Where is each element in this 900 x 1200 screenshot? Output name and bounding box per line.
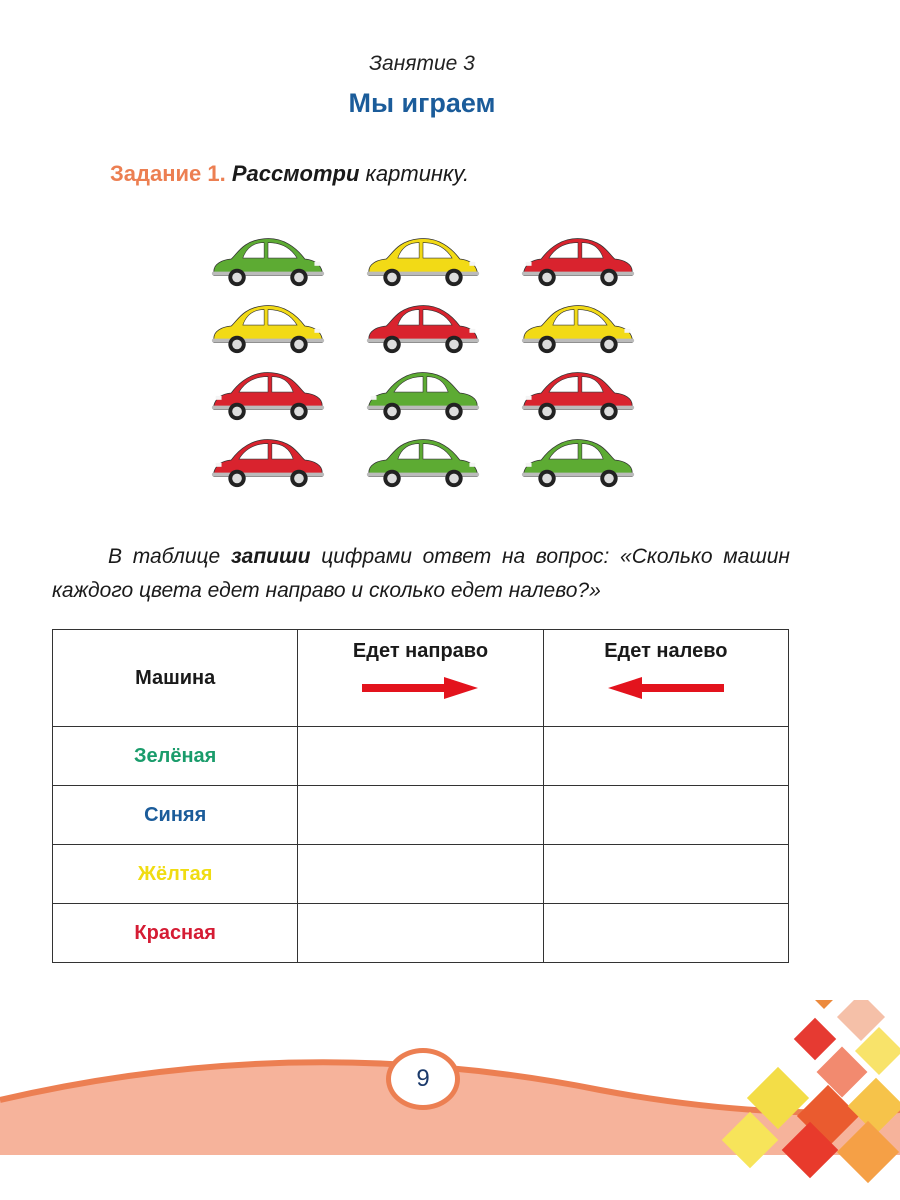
answer-cell-left[interactable] xyxy=(543,727,788,786)
car-cell xyxy=(345,232,500,299)
answer-table xyxy=(52,629,789,963)
table-header-row xyxy=(53,630,789,727)
page-title: Мы играем xyxy=(348,88,496,118)
answer-cell-right[interactable] xyxy=(298,727,543,786)
table-row xyxy=(53,845,789,904)
row-label-blue: Синяя xyxy=(53,786,298,845)
diamond-pattern xyxy=(722,1000,900,1183)
car-green-right-icon xyxy=(363,433,483,489)
header-left xyxy=(543,630,788,727)
car-yellow-right-icon xyxy=(518,299,638,355)
table-row xyxy=(53,727,789,786)
car-red-left-icon xyxy=(208,366,328,422)
answer-cell-right[interactable] xyxy=(298,904,543,963)
car-red-left-icon xyxy=(518,366,638,422)
car-cell xyxy=(345,299,500,366)
answer-cell-left[interactable] xyxy=(543,845,788,904)
car-cell xyxy=(501,433,656,500)
page-number: 9 xyxy=(386,1048,460,1110)
car-green-left-icon xyxy=(363,366,483,422)
header-car: Машина xyxy=(53,630,298,727)
car-cell xyxy=(190,366,345,433)
header-left-label: Едет налево xyxy=(604,640,728,662)
car-cell xyxy=(190,433,345,500)
row-label-green: Зелёная xyxy=(53,727,298,786)
answer-cell-left[interactable] xyxy=(543,904,788,963)
answer-cell-right[interactable] xyxy=(298,845,543,904)
table-row xyxy=(53,904,789,963)
row-label-yellow: Жёлтая xyxy=(53,845,298,904)
question-part2: цифрами ответ на вопрос: «Сколько машин каждого цвета едет направо и сколько едет налево?» xyxy=(52,545,790,602)
question-part1: В таблице xyxy=(108,545,231,568)
answer-cell-right[interactable] xyxy=(298,786,543,845)
car-cell xyxy=(190,299,345,366)
header-right-label: Едет направо xyxy=(352,640,489,662)
car-grid xyxy=(190,232,656,502)
car-cell xyxy=(345,366,500,433)
task-heading xyxy=(110,161,469,187)
arrow-right-icon xyxy=(362,677,478,699)
car-cell xyxy=(501,299,656,366)
car-yellow-right-icon xyxy=(208,299,328,355)
car-red-left-icon xyxy=(208,433,328,489)
answer-cell-left[interactable] xyxy=(543,786,788,845)
arrow-left-icon xyxy=(608,677,724,699)
task-verb: Рассмотри xyxy=(231,161,360,186)
car-green-right-icon xyxy=(208,232,328,288)
table-row xyxy=(53,786,789,845)
question-text xyxy=(52,540,790,608)
car-cell xyxy=(501,366,656,433)
car-cell xyxy=(345,433,500,500)
car-yellow-right-icon xyxy=(363,232,483,288)
car-green-left-icon xyxy=(518,433,638,489)
car-cell xyxy=(190,232,345,299)
car-red-left-icon xyxy=(518,232,638,288)
car-cell xyxy=(501,232,656,299)
car-red-right-icon xyxy=(363,299,483,355)
row-label-red: Красная xyxy=(53,904,298,963)
task-text: картинку. xyxy=(365,161,470,186)
header-right xyxy=(298,630,543,727)
lesson-label: Занятие 3 xyxy=(369,52,475,75)
question-bold: запиши xyxy=(230,545,311,568)
task-number: Задание 1. xyxy=(110,161,226,186)
